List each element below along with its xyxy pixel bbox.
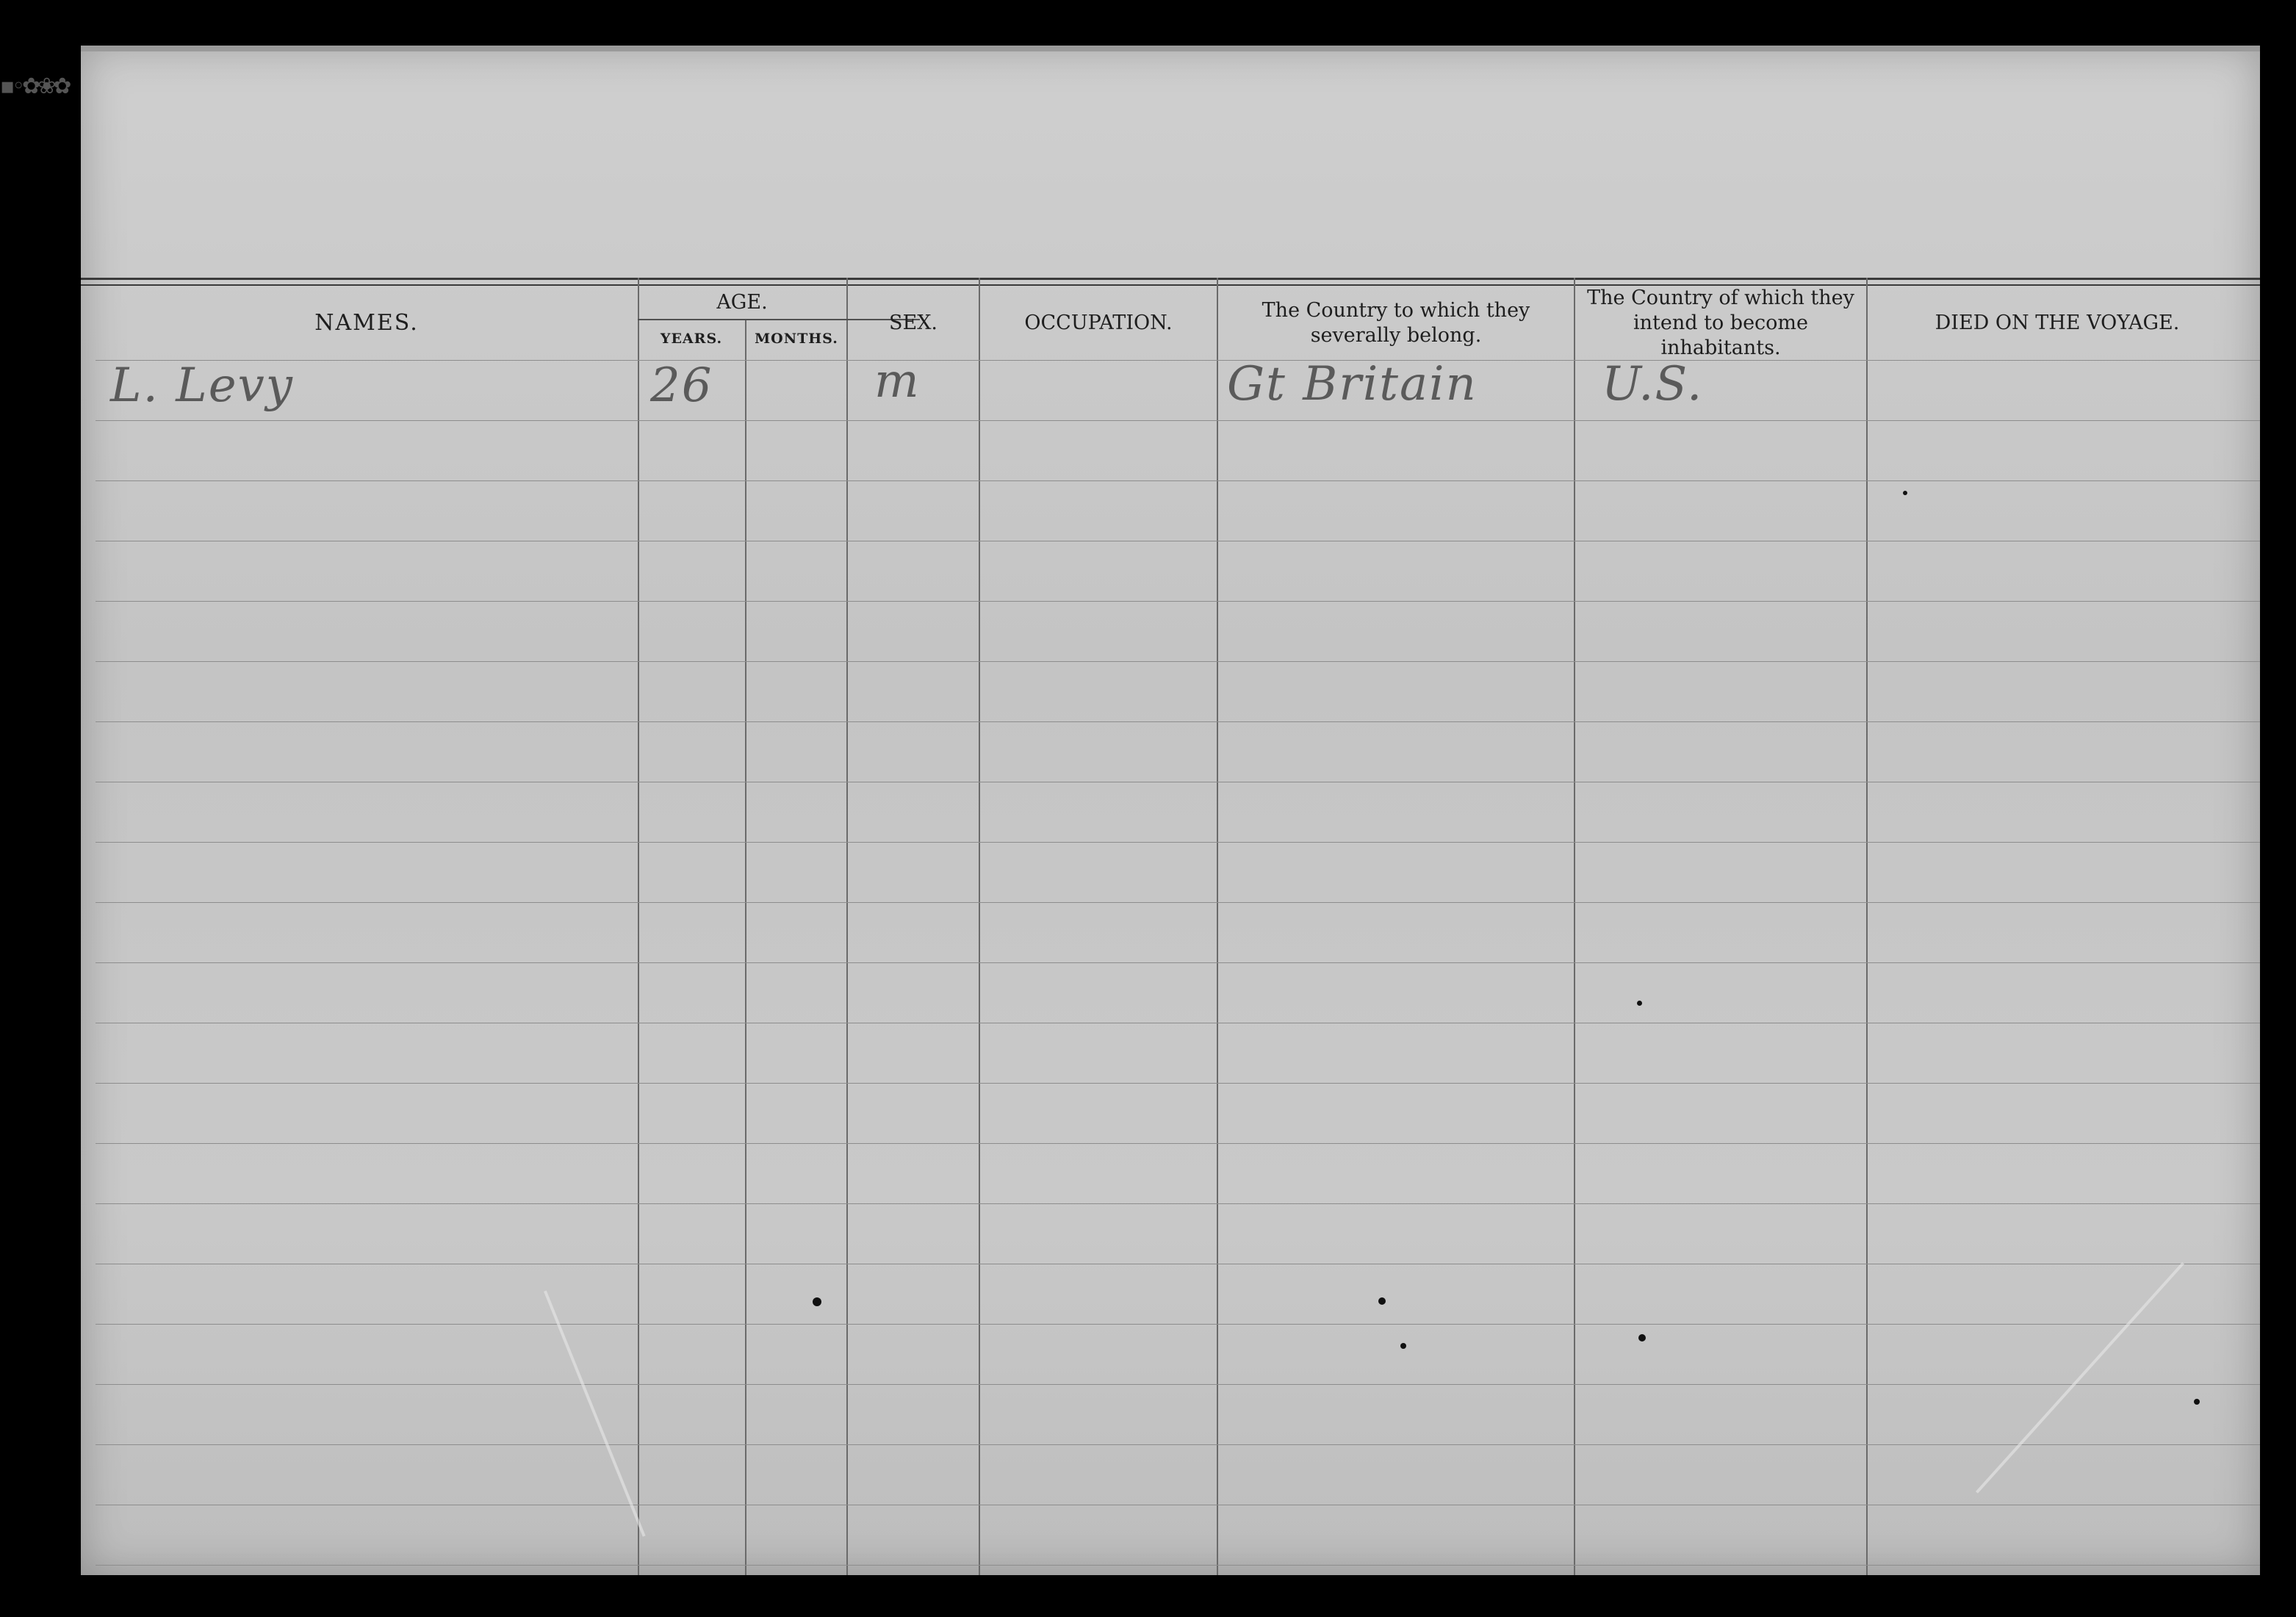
ink-spot bbox=[1637, 1001, 1642, 1006]
column-divider-age-sex bbox=[846, 278, 848, 1575]
ledger-row-line bbox=[96, 1444, 2260, 1445]
entry-country-inhabit: U.S. bbox=[1602, 357, 1704, 411]
ledger-row-line bbox=[96, 1324, 2260, 1325]
ledger-row-line bbox=[96, 1203, 2260, 1204]
ledger-row-line bbox=[96, 1384, 2260, 1385]
ledger-row-line bbox=[96, 661, 2260, 662]
ink-spot bbox=[1378, 1297, 1386, 1305]
months-subheader: MONTHS. bbox=[755, 331, 838, 347]
header-top-rule-second bbox=[81, 284, 2260, 286]
entry-country-belong: Gt Britain bbox=[1227, 357, 1478, 411]
country-inhabit-header: The Country of which they intend to become inhabitants. bbox=[1587, 287, 1854, 359]
ink-spot bbox=[813, 1297, 821, 1306]
header-top-rule bbox=[81, 278, 2260, 280]
ledger-row-line bbox=[96, 420, 2260, 421]
column-divider-inhabit-died bbox=[1866, 278, 1868, 1575]
entry-name: L. Levy bbox=[110, 359, 294, 413]
paper-crease bbox=[544, 1291, 646, 1537]
sheet-top-edge bbox=[81, 46, 2260, 51]
column-divider-names-age bbox=[638, 278, 639, 1575]
entry-sex: m bbox=[874, 354, 921, 408]
entry-age-years: 26 bbox=[650, 359, 713, 413]
passenger-ledger-table bbox=[81, 278, 2260, 1575]
ledger-row-line bbox=[96, 1143, 2260, 1144]
country-belong-header: The Country to which they severally belong. bbox=[1262, 299, 1530, 347]
column-divider-occupation-country bbox=[1217, 278, 1218, 1575]
ledger-row-line bbox=[96, 1565, 2260, 1566]
ledger-row-line bbox=[96, 360, 2260, 361]
sex-header: SEX. bbox=[888, 311, 938, 335]
age-header: AGE. bbox=[716, 291, 768, 314]
ledger-row-line bbox=[96, 721, 2260, 722]
column-divider-years-months bbox=[745, 319, 746, 1575]
column-divider-country-inhabit bbox=[1574, 278, 1575, 1575]
ledger-row-line bbox=[96, 962, 2260, 963]
paper-crease bbox=[1976, 1262, 2184, 1494]
ledger-row-line bbox=[96, 842, 2260, 843]
ledger-row-line bbox=[96, 601, 2260, 602]
years-subheader: YEARS. bbox=[660, 331, 723, 347]
ink-spot bbox=[1638, 1334, 1646, 1342]
ledger-row-line bbox=[96, 1083, 2260, 1084]
ledger-row-line bbox=[96, 480, 2260, 481]
column-divider-sex-occupation bbox=[979, 278, 980, 1575]
margin-stamp-mark: ▪◦✿❀✿ bbox=[0, 73, 69, 99]
died-header: DIED ON THE VOYAGE. bbox=[1935, 311, 2180, 335]
ledger-row-line bbox=[96, 902, 2260, 903]
ink-spot bbox=[1400, 1343, 1406, 1349]
ink-spot bbox=[1903, 491, 1907, 495]
ink-spot bbox=[2194, 1399, 2200, 1405]
occupation-header: OCCUPATION. bbox=[1024, 311, 1173, 335]
names-header: NAMES. bbox=[314, 310, 419, 336]
